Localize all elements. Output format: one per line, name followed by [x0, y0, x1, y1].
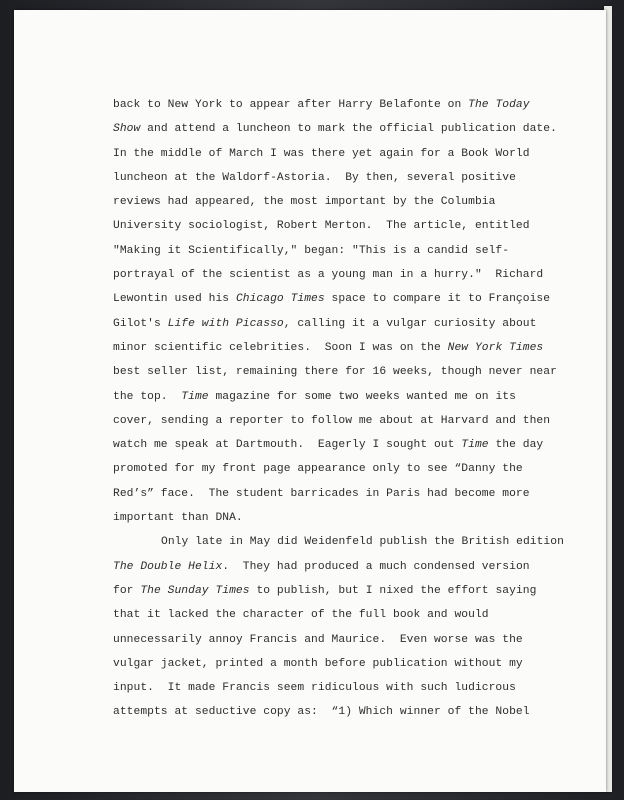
text-run: In the middle of March I was there yet again for a Book World — [113, 147, 530, 160]
italic-title: Show — [113, 123, 141, 136]
text-run: Red’s” face. The student barricades in Paris had become more — [113, 487, 530, 500]
text-run: magazine for some two weeks wanted me on its — [208, 390, 516, 403]
italic-title: The Double Helix — [113, 560, 223, 573]
text-line — [113, 603, 583, 627]
italic-title: Time — [461, 439, 489, 452]
text-line — [113, 457, 583, 481]
text-line — [113, 190, 583, 214]
text-line — [113, 482, 583, 506]
text-line — [113, 700, 583, 724]
text-run: minor scientific celebrities. Soon I was on the — [113, 341, 448, 354]
text-run: vulgar jacket, printed a month before publication without my — [113, 657, 523, 670]
italic-title: Chicago Times — [235, 293, 325, 306]
text-line — [113, 263, 583, 287]
text-line — [113, 287, 583, 311]
text-run: luncheon at the Waldorf-Astoria. By then, several positive — [113, 171, 516, 184]
text-line — [113, 239, 583, 263]
text-run: the top. — [113, 390, 182, 403]
text-run: University sociologist, Robert Merton. The article, entitled — [113, 220, 530, 233]
text-run: watch me speak at Dartmouth. Eagerly I sought out — [113, 439, 462, 452]
italic-title: Time — [181, 390, 209, 403]
manuscript-text — [113, 93, 583, 725]
text-run: unnecessarily annoy Francis and Maurice. Even worse was the — [113, 633, 523, 646]
text-line — [113, 166, 583, 190]
text-run: and attend a luncheon to mark the official publication date. — [140, 123, 557, 136]
text-line — [113, 652, 583, 676]
text-run: Gilot's — [113, 317, 168, 330]
manuscript-page — [14, 10, 606, 792]
italic-title: New York Times — [447, 341, 544, 354]
text-line — [113, 409, 583, 433]
text-run: Only late in May did Weidenfeld publish the British edition — [161, 536, 564, 549]
text-run: reviews had appeared, the most important by the Columbia — [113, 196, 496, 209]
text-run: . They had produced a much condensed version — [222, 560, 530, 573]
text-line — [113, 555, 583, 579]
text-line — [113, 142, 583, 166]
italic-title: The Today — [468, 99, 530, 111]
text-line — [113, 506, 583, 530]
text-line — [113, 360, 583, 384]
text-run: "Making it Scientifically," began: "This is a candid self- — [113, 244, 510, 257]
text-line — [113, 579, 583, 603]
italic-title: Life with Picasso — [167, 317, 284, 330]
text-run: Lewontin used his — [113, 293, 236, 306]
text-run: portrayal of the scientist as a young man in a hurry." Richard — [113, 269, 544, 282]
text-run: attempts at seductive copy as: “1) Which winner of the Nobel — [113, 706, 530, 719]
text-run: important than DNA. — [113, 512, 243, 525]
text-line — [113, 530, 583, 554]
text-line — [113, 93, 583, 117]
text-run: cover, sending a reporter to follow me about at Harvard and then — [113, 414, 551, 427]
text-line — [113, 312, 583, 336]
text-line — [113, 385, 583, 409]
text-line — [113, 433, 583, 457]
text-run: back to New York to appear after Harry Belafonte on — [113, 99, 469, 111]
text-line — [113, 214, 583, 238]
text-line — [113, 336, 583, 360]
italic-title: The Sunday Times — [140, 584, 250, 597]
text-line — [113, 676, 583, 700]
text-run: that it lacked the character of the full book and would — [113, 609, 489, 622]
text-line — [113, 117, 583, 141]
text-run: best seller list, remaining there for 16 weeks, though never near — [113, 366, 557, 379]
text-run: for — [113, 584, 141, 597]
text-line — [113, 628, 583, 652]
text-run: the day — [488, 439, 544, 452]
text-run: promoted for my front page appearance only to see “Danny the — [113, 463, 523, 476]
text-run: to publish, but I nixed the effort saying — [249, 584, 537, 597]
text-run: input. It made Francis seem ridiculous with such ludicrous — [113, 682, 516, 695]
text-run: , calling it a vulgar curiosity about — [283, 317, 537, 330]
text-run: space to compare it to Françoise — [324, 293, 551, 306]
